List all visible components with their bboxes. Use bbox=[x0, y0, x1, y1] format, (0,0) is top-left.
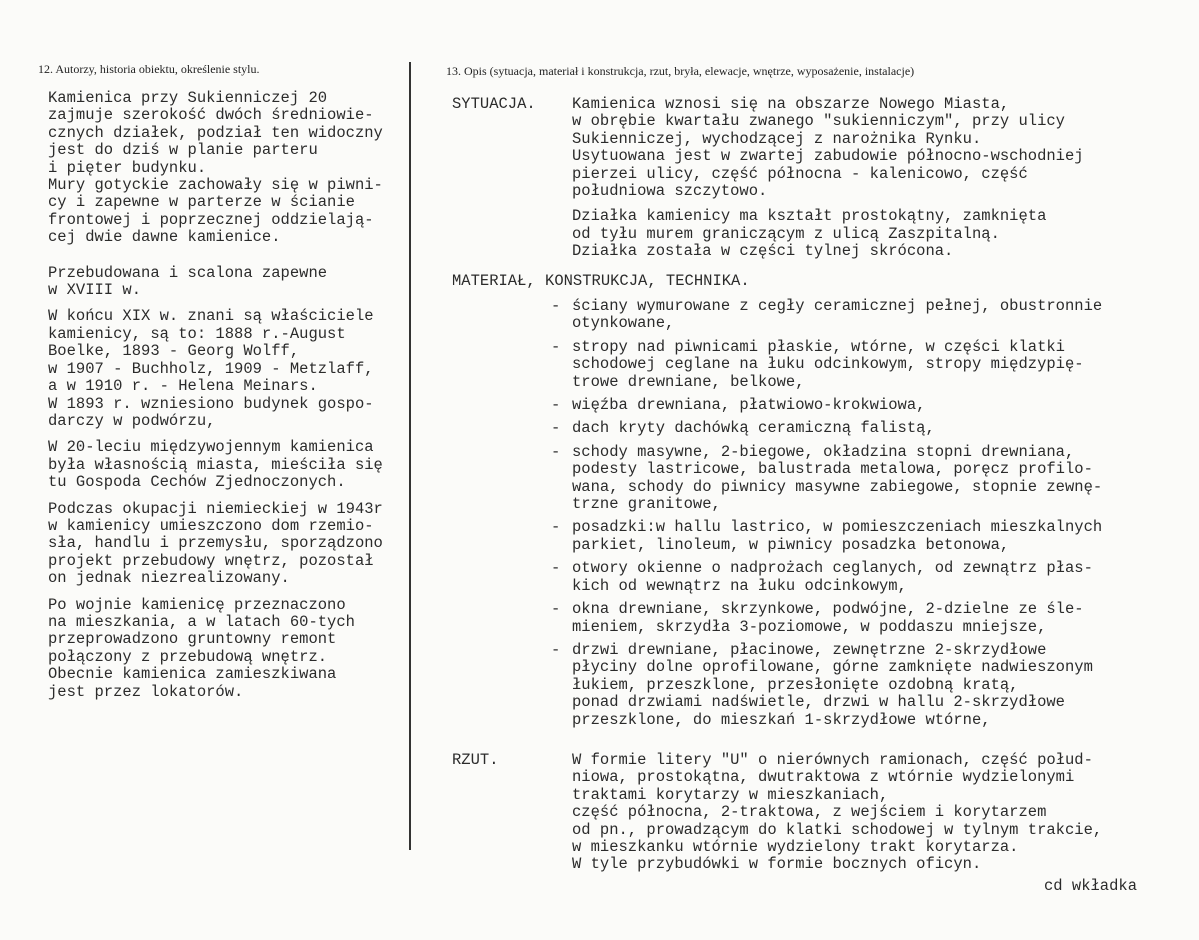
material-label: MATERIAŁ, KONSTRUKCJA, TECHNIKA. bbox=[452, 272, 750, 290]
dash-bullet: - bbox=[551, 297, 561, 315]
section-13-header: 13. Opis (sytuacja, materiał i konstrukcja, rzut, bryła, elewacje, wnętrze, wyposażenie, instalacje) bbox=[446, 64, 915, 78]
sytuacja-paragraph: Działka kamienicy ma kształt prostokątny, zamknięta od tyłu murem graniczącym z ulicą Zaszpitalną. Działka została w części tylnej skrócona. bbox=[572, 207, 1047, 261]
dash-bullet: - bbox=[551, 419, 561, 438]
dash-bullet: - bbox=[551, 442, 561, 461]
history-column bbox=[48, 90, 410, 710]
material-item: - dach kryty dachówką ceramiczną falistą, bbox=[551, 419, 935, 438]
rzut-body: W formie litery "U" o nierównych ramionach, część połud- niowa, prostokątna, dwutraktowa z wtórnie wydzielonymi traktami korytarzy w mieszkaniach, część północna, 2-traktowa, z wejściem i korytarzem od pn., prowadzącym do klatki schodowej w tylnym trakcie, w mieszkanku wtórnie wydzielony trakt korytarza. W tyle przybudówki w formie bocznych oficyn. bbox=[572, 751, 1103, 874]
history-paragraph: W końcu XIX w. znani są właściciele kamienicy, są to: 1888 r.-August Boelke, 1893 - Georg Wolff, w 1907 - Buchholz, 1909 - Metzlaff, a w 1910 r. - Helena Meinars. W 1893 r. wzniesiono budynek gospo- darczy w podwórzu, bbox=[48, 307, 374, 430]
material-item: - otwory okienne o nadprożach ceglanych, od zewnątrz płas- kich od wewnątrz na łuku odcinkowym, bbox=[551, 559, 1093, 595]
history-paragraph: Kamienica przy Sukienniczej 20 zajmuje szerokość dwóch średniowie- cznych działek, podział ten widoczny jest do dziś w planie parteru i pięter budynku. Mury gotyckie zachowały się w piwni- cy i zapewne w parterze w ścianie frontowej i poprzecznej oddzielają- cej dwie dawne kamienice. bbox=[48, 89, 383, 247]
material-item: - posadzki:w hallu lastrico, w pomieszczeniach mieszkalnych parkiet, linoleum, w piwnicy posadzka betonowa, bbox=[551, 518, 1103, 554]
material-item: - drzwi drewniane, płacinowe, zewnętrzne 2-skrzydłowe płyciny dolne oprofilowane, górne zamknięte nadwieszonym łukiem, przeszklone, przesłonięte ozdobną kratą, ponad drzwiami nadświetle, drzwi w hallu 2-skrzydłowe przeszklone, do mieszkań 1-skrzydłowe wtórne, bbox=[551, 640, 1093, 729]
material-list bbox=[551, 298, 1171, 735]
material-item: - ściany wymurowane z cegły ceramicznej pełnej, obustronnie otynkowane, bbox=[551, 297, 1103, 333]
continued-note: cd wkładka bbox=[1044, 877, 1138, 895]
dash-bullet: - bbox=[551, 640, 561, 659]
material-item: - więźba drewniana, płatwiowo-krokwiowa, bbox=[551, 396, 926, 415]
history-paragraph: W 20-leciu międzywojennym kamienica była własnością miasta, mieściła się tu Gospoda Cechów Zjednoczonych. bbox=[48, 438, 383, 492]
rzut-label: RZUT. bbox=[452, 751, 499, 769]
dash-bullet: - bbox=[551, 559, 561, 578]
material-item: - schody masywne, 2-biegowe, okładzina stopni drewniana, podesty lastricowe, balustrada metalowa, poręcz profilo- wana, schody do piwnicy masywne zabiegowe, stopnie zewnę- trzne granitowe, bbox=[551, 442, 1103, 514]
dash-bullet: - bbox=[551, 396, 561, 415]
sytuacja-label: SYTUACJA. bbox=[452, 95, 536, 113]
sytuacja-paragraph: Kamienica wznosi się na obszarze Nowego Miasta, w obrębie kwartału zwanego "sukienniczym", przy ulicy Sukienniczej, wychodzącej z narożnika Rynku. Usytuowana jest w zwartej zabudowie północno-wschodniej pierzei ulicy, część północna - kalenicowo, część południowa szczytowo. bbox=[572, 95, 1084, 201]
history-paragraph: Podczas okupacji niemieckiej w 1943r w kamienicy umieszczono dom rzemio- sła, handlu i przemysłu, sporządzono projekt przebudowy wnętrz, pozostał on jednak niezrealizowany. bbox=[48, 499, 383, 588]
material-item: - stropy nad piwnicami płaskie, wtórne, w części klatki schodowej ceglane na łuku odcinkowym, stropy międzypię- trowe drewniane, belkowe, bbox=[551, 337, 1084, 391]
material-item: - okna drewniane, skrzynkowe, podwójne, 2-dzielne ze śle- mieniem, skrzydła 3-poziomowe, w poddaszu mniejsze, bbox=[551, 600, 1084, 636]
dash-bullet: - bbox=[551, 337, 561, 356]
dash-bullet: - bbox=[551, 518, 561, 537]
history-paragraph: Przebudowana i scalona zapewne w XVIII w. bbox=[48, 263, 328, 300]
section-12-header: 12. Autorzy, historia obiektu, określenie stylu. bbox=[38, 62, 260, 76]
history-paragraph: Po wojnie kamienicę przeznaczono na mieszkania, a w latach 60-tych przeprowadzono gruntowny remont połączony z przebudową wnętrz. Obecnie kamienica zamieszkiwana jest przez lokatorów. bbox=[48, 595, 355, 701]
dash-bullet: - bbox=[551, 600, 561, 619]
sytuacja-body bbox=[572, 96, 1172, 269]
